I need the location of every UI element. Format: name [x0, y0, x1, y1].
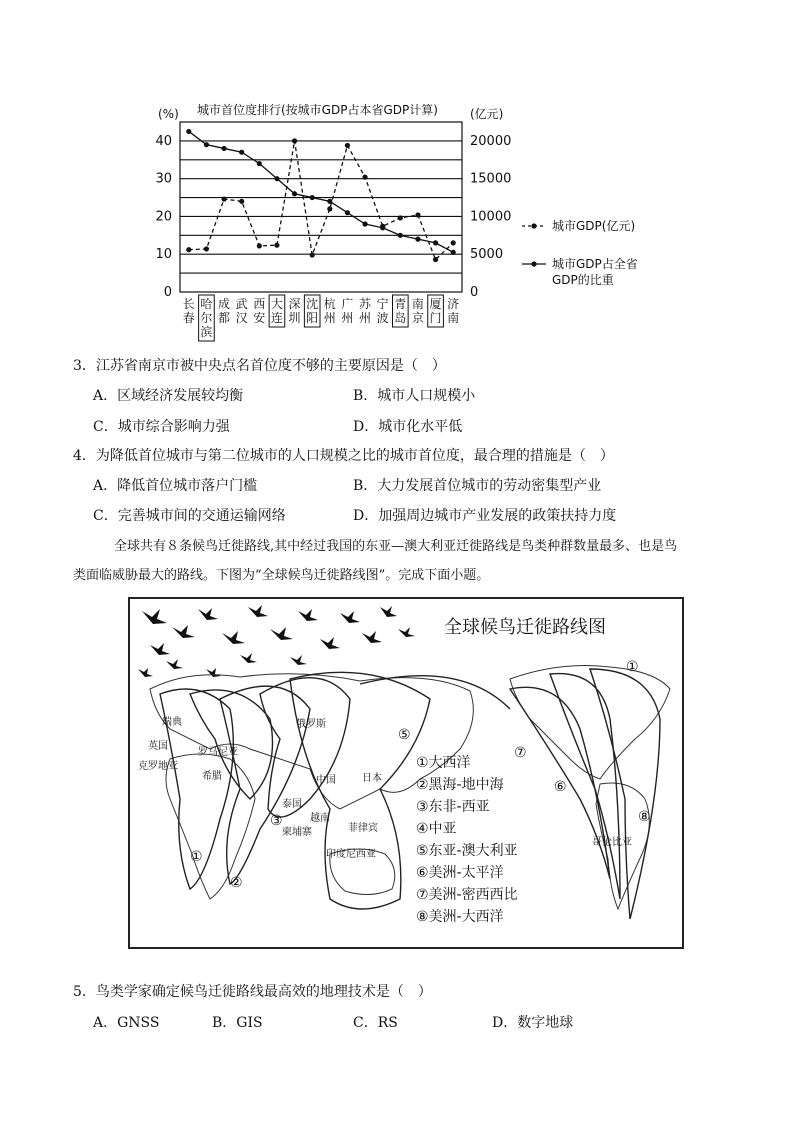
gdp-point: [186, 247, 191, 252]
chart-title: 城市首位度排行(按城市GDP占本省GDP计算): [197, 103, 438, 117]
right-tick-label: 10000: [470, 209, 512, 225]
category-label: 成都: [218, 297, 231, 325]
bird-silhouettes: [138, 605, 415, 677]
marker-1-america: ①: [626, 659, 639, 675]
gdp-point: [345, 143, 350, 148]
route-pacific-arc: [360, 676, 510, 709]
legend-route-1: ①大西洋: [416, 755, 471, 771]
category-label: 杭州: [323, 297, 336, 325]
migration-route-map: [128, 597, 684, 949]
label-colombia: 哥伦比亚: [592, 837, 632, 848]
label-sweden: 瑞典: [162, 717, 182, 728]
legend-route-7: ⑦美洲-密西西比: [416, 887, 518, 903]
gdp-point: [327, 206, 332, 211]
question-5-option-b[interactable]: B．GIS: [212, 1015, 263, 1031]
left-tick-label: 40: [155, 133, 172, 149]
right-tick-label: 20000: [470, 133, 512, 149]
legend-gdp-label: 城市GDP(亿元): [552, 219, 636, 233]
label-thailand: 泰国: [282, 799, 302, 810]
label-romania: 罗马尼亚: [198, 747, 238, 758]
share-point: [221, 146, 226, 151]
route-central-asia: [260, 678, 350, 817]
left-tick-label: 30: [155, 171, 172, 187]
label-vietnam: 越南: [310, 813, 330, 824]
question-3-option-b[interactable]: B．城市人口规模小: [353, 388, 476, 404]
left-tick-label: 10: [155, 247, 172, 263]
category-label: 厦门: [429, 297, 442, 325]
question-3-option-c[interactable]: C．城市综合影响力强: [93, 419, 230, 435]
label-uk: 英国: [148, 741, 168, 752]
category-label: 武汉: [235, 297, 248, 325]
legend-route-3: ③东非-西亚: [416, 799, 490, 815]
marker-2: ②: [230, 875, 243, 891]
gdp-point: [239, 199, 244, 204]
city-primacy-chart: [150, 92, 670, 342]
question-3-stem: 3．江苏省南京市被中央点名首位度不够的主要原因是（ ）: [73, 358, 446, 374]
map-canvas: [130, 599, 682, 947]
marker-7: ⑦: [514, 745, 527, 761]
share-point: [398, 233, 403, 238]
label-croatia: 克罗地亚: [138, 761, 178, 772]
category-label: 深圳: [288, 297, 301, 325]
question-5-stem: 5．鸟类学家确定候鸟迁徙路线最高效的地理技术是（ ）: [73, 984, 432, 1000]
category-label: 南京: [411, 297, 424, 325]
question-5-option-a[interactable]: A．GNSS: [93, 1015, 160, 1031]
label-china: 中国: [316, 775, 336, 786]
label-japan: 日本: [362, 773, 382, 784]
category-label: 长春: [182, 297, 195, 325]
label-philippines: 菲律宾: [348, 823, 378, 834]
label-cambodia: 柬埔寨: [282, 827, 312, 838]
share-point: [380, 225, 385, 230]
legend-gdp-marker: [531, 223, 536, 228]
legend-route-5: ⑤东亚-澳大利亚: [416, 843, 518, 859]
question-5-option-c[interactable]: C．RS: [353, 1015, 398, 1031]
gdp-point: [204, 246, 209, 251]
left-axis-unit: (%): [158, 107, 179, 121]
legend-route-4: ④中亚: [416, 821, 457, 837]
question-4-option-c[interactable]: C．完善城市间的交通运输网络: [93, 508, 286, 524]
right-tick-label: 0: [470, 285, 479, 300]
share-point: [327, 199, 332, 204]
category-label: 宁波: [376, 297, 389, 325]
question-4-option-a[interactable]: A．降低首位城市落户门槛: [93, 478, 258, 494]
gdp-point: [274, 243, 279, 248]
legend-route-8: ⑧美洲-大西洋: [416, 909, 504, 925]
share-point: [433, 240, 438, 245]
gdp-point: [362, 175, 367, 180]
gdp-point: [398, 215, 403, 220]
label-russia: 俄罗斯: [296, 719, 326, 730]
question-3-option-d[interactable]: D．城市化水平低: [353, 419, 463, 435]
gdp-point: [451, 240, 456, 245]
map-title: 全球候鸟迁徙路线图: [444, 617, 606, 638]
gdp-point: [257, 243, 262, 248]
gdp-point: [433, 257, 438, 262]
marker-1-europe: ①: [190, 849, 203, 865]
gdp-point: [221, 196, 226, 201]
share-series-line: [189, 131, 453, 252]
category-label: 哈尔滨: [200, 297, 213, 339]
question-4-stem: 4．为降低首位城市与第二位城市的人口规模之比的城市首位度，最合理的措施是（ ）: [73, 448, 614, 464]
right-tick-label: 5000: [470, 247, 504, 263]
left-tick-label: 20: [155, 209, 172, 225]
map-legend: [416, 754, 518, 925]
category-label: 大连: [270, 297, 283, 325]
marker-5: ⑤: [398, 727, 411, 743]
share-point: [257, 161, 262, 166]
category-label: 济南: [447, 297, 460, 325]
category-label: 沈阳: [306, 297, 319, 325]
share-point: [345, 210, 350, 215]
route-america-atlantic: [590, 669, 660, 919]
category-label: 西安: [253, 297, 266, 325]
share-point: [451, 250, 456, 255]
question-4-option-d[interactable]: D．加强周边城市产业发展的政策扶持力度: [353, 508, 617, 524]
share-point: [292, 191, 297, 196]
legend-route-2: ②黑海-地中海: [416, 777, 504, 793]
category-label: 广州: [341, 297, 354, 325]
share-point: [186, 129, 191, 134]
legend-share-label-line2: GDP的比重: [552, 273, 614, 287]
marker-6: ⑥: [554, 779, 567, 795]
question-5-option-d[interactable]: D．数字地球: [492, 1015, 574, 1031]
share-point: [204, 142, 209, 147]
label-indonesia: 印度尼西亚: [326, 849, 376, 860]
marker-3: ③: [270, 813, 283, 829]
passage-line-2: 类面临威胁最大的路线。下图为“全球候鸟迁徙路线图”。完成下面小题。: [73, 568, 490, 583]
route-east-asia-australia: [290, 672, 430, 909]
category-label: 青岛: [394, 297, 407, 325]
gdp-series-line: [189, 141, 453, 260]
left-tick-label: 0: [163, 285, 172, 300]
share-point: [274, 176, 279, 181]
label-greece: 希腊: [202, 771, 222, 782]
legend-route-6: ⑥美洲-太平洋: [416, 865, 504, 881]
question-4-option-b[interactable]: B．大力发展首位城市的劳动密集型产业: [353, 478, 602, 494]
gdp-point: [310, 252, 315, 257]
gdp-point: [415, 212, 420, 217]
right-tick-label: 15000: [470, 171, 512, 187]
share-point: [362, 221, 367, 226]
marker-8: ⑧: [638, 809, 651, 825]
passage-line-1: 全球共有８条候鸟迁徙路线,其中经过我国的东亚—澳大利亚迁徙路线是鸟类种群数量最多、也是鸟: [114, 539, 678, 554]
share-point: [239, 150, 244, 155]
right-axis-unit: (亿元): [470, 107, 504, 121]
gdp-point: [292, 138, 297, 143]
question-3-option-a[interactable]: A．区域经济发展较均衡: [93, 388, 244, 404]
category-label: 苏州: [359, 297, 372, 325]
share-point: [415, 237, 420, 242]
legend-share-marker: [531, 261, 536, 266]
share-point: [310, 195, 315, 200]
legend-share-label-line1: 城市GDP占全省: [552, 257, 638, 271]
